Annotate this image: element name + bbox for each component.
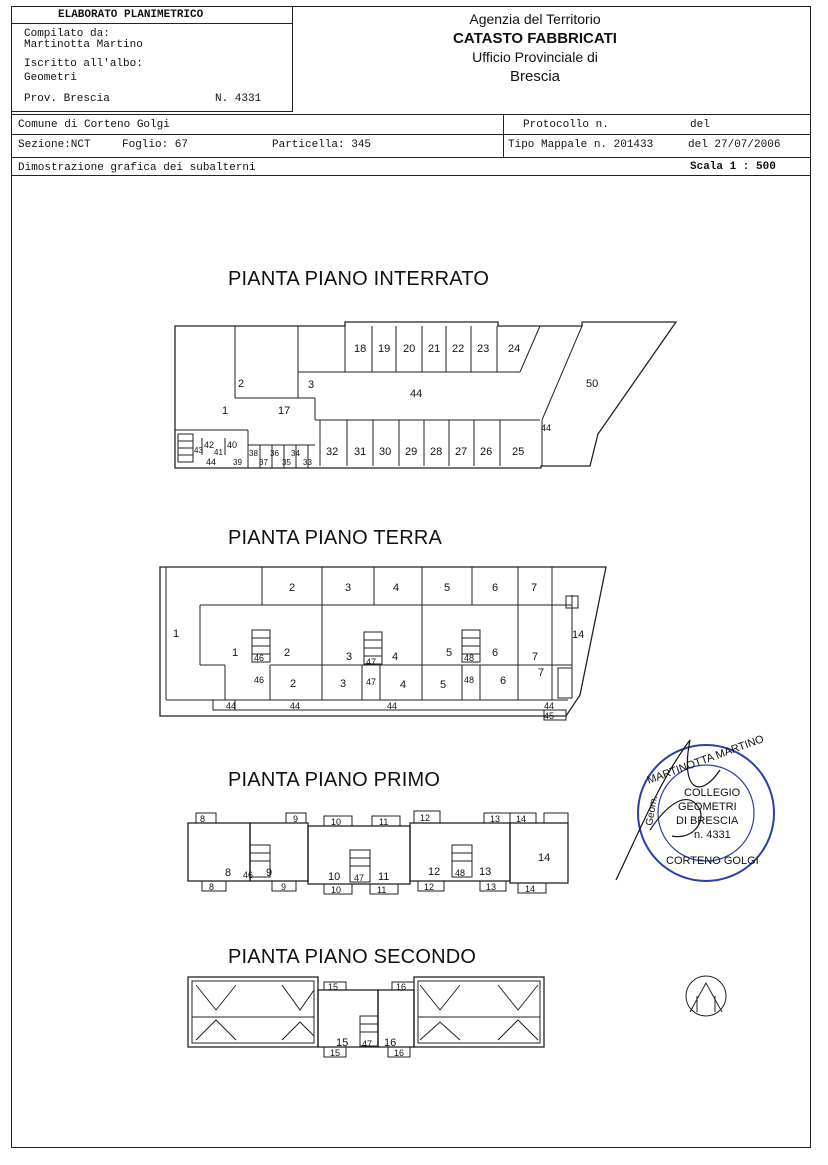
label-31: 31 (354, 446, 367, 458)
label-44: 44 (410, 388, 423, 400)
scala: Scala 1 : 500 (690, 161, 776, 173)
del-label: del (690, 119, 710, 131)
label-47: 47 (366, 657, 377, 667)
label-4: 4 (393, 582, 400, 594)
label-29: 29 (405, 446, 418, 458)
agency-line2: CATASTO FABBRICATI (453, 30, 617, 47)
iscritto-value: Geometri (24, 72, 77, 84)
plan-title-interrato: PIANTA PIANO INTERRATO (228, 268, 490, 290)
label-3: 3 (345, 582, 352, 594)
label-47b: 47 (366, 677, 377, 687)
stamp-text (644, 733, 766, 867)
doc-title: ELABORATO PLANIMETRICO (58, 9, 204, 21)
label-3b: 3 (346, 651, 353, 663)
label-1: 1 (173, 628, 180, 640)
compilato-name: Martinotta Martino (24, 39, 143, 51)
label-11: 11 (379, 817, 389, 827)
agency-line4: Brescia (509, 68, 561, 85)
label-48: 48 (455, 868, 466, 878)
label-2: 2 (238, 378, 245, 390)
label-47: 47 (362, 1039, 373, 1049)
label-24: 24 (508, 343, 521, 355)
stamp-line2: GEOMETRI (678, 801, 737, 813)
label-9c: 9 (281, 882, 287, 892)
label-40: 40 (227, 440, 238, 450)
stamp-bottom: CORTENO GOLGI (666, 855, 759, 867)
label-11b: 11 (378, 871, 390, 883)
plan-interrato (175, 322, 676, 468)
label-7: 7 (531, 582, 538, 594)
label-44b: 44 (290, 701, 301, 711)
label-8b: 8 (225, 867, 232, 879)
label-4c: 4 (400, 679, 407, 691)
label-41: 41 (214, 448, 223, 457)
comune: Comune di Corteno Golgi (18, 119, 170, 131)
label-27: 27 (455, 446, 468, 458)
label-14b: 14 (538, 852, 551, 864)
label-1: 1 (222, 405, 229, 417)
plan-title-primo: PIANTA PIANO PRIMO (228, 769, 441, 791)
stamp-ring-text: MARTINOTTA MARTINO (645, 733, 766, 787)
label-8c: 8 (209, 882, 215, 892)
label-4b: 4 (392, 651, 399, 663)
label-25: 25 (512, 446, 525, 458)
label-2b: 2 (284, 647, 291, 659)
label-10c: 10 (331, 885, 342, 895)
label-2: 2 (289, 582, 296, 594)
label-15c: 15 (330, 1048, 341, 1058)
label-8: 8 (200, 814, 206, 824)
label-21: 21 (428, 343, 441, 355)
compilato-label: Compilato da: (24, 28, 110, 40)
label-38: 38 (249, 449, 258, 458)
register-number: N. 4331 (215, 93, 262, 105)
label-13b: 13 (479, 866, 492, 878)
plan-title-secondo: PIANTA PIANO SECONDO (228, 946, 477, 968)
label-23: 23 (477, 343, 490, 355)
label-32: 32 (326, 446, 339, 458)
del-date: del 27/07/2006 (688, 139, 781, 151)
label-46: 46 (254, 653, 265, 663)
plan-title-terra: PIANTA PIANO TERRA (228, 527, 443, 549)
label-46b: 46 (254, 675, 265, 685)
agency-line1: Agenzia del Territorio (469, 11, 601, 27)
label-20: 20 (403, 343, 416, 355)
label-28: 28 (430, 446, 443, 458)
iscritto-label: Iscritto all'albo: (24, 58, 143, 70)
particella: Particella: 345 (272, 139, 372, 151)
label-26: 26 (480, 446, 493, 458)
label-34: 34 (291, 449, 300, 458)
label-6c: 6 (500, 675, 507, 687)
label-45: 45 (544, 711, 555, 721)
label-7c: 7 (538, 667, 545, 679)
label-48: 48 (464, 653, 475, 663)
label-16b: 16 (384, 1037, 397, 1049)
secondo-labels (328, 982, 406, 1058)
label-44: 44 (226, 701, 237, 711)
north-arrow-icon (686, 976, 726, 1016)
label-9b: 9 (266, 867, 273, 879)
label-9: 9 (293, 814, 299, 824)
stamp-line1: COLLEGIO (684, 787, 741, 799)
label-17: 17 (278, 405, 291, 417)
label-13c: 13 (486, 882, 497, 892)
dimostrazione: Dimostrazione grafica dei subalterni (18, 162, 256, 174)
label-48b: 48 (464, 675, 475, 685)
label-3: 3 (308, 379, 315, 391)
label-44c: 44 (206, 457, 217, 467)
label-14c: 14 (538, 896, 540, 897)
protocollo: Protocollo n. (523, 119, 609, 131)
stamp-left: Geom. (644, 795, 661, 827)
label-36: 36 (270, 449, 279, 458)
label-1b: 1 (232, 647, 239, 659)
stamp-line4: n. 4331 (694, 829, 731, 841)
label-15b: 15 (336, 1037, 349, 1049)
label-37: 37 (259, 458, 268, 467)
label-39: 39 (233, 458, 242, 467)
label-22: 22 (452, 343, 465, 355)
label-14d: 14 (525, 884, 536, 894)
province: Prov. Brescia (24, 93, 110, 105)
stamp-line3: DI BRESCIA (676, 815, 739, 827)
label-10b: 10 (328, 871, 341, 883)
label-6: 6 (492, 582, 499, 594)
label-50: 50 (586, 378, 599, 390)
label-47: 47 (354, 873, 365, 883)
label-44c: 44 (387, 701, 398, 711)
label-12c: 12 (424, 882, 435, 892)
label-18: 18 (354, 343, 367, 355)
label-30: 30 (379, 446, 392, 458)
label-5: 5 (444, 582, 451, 594)
label-7b: 7 (532, 651, 539, 663)
label-33: 33 (303, 458, 312, 467)
plan-terra (160, 567, 606, 720)
label-14: 14 (516, 814, 527, 824)
label-35: 35 (282, 458, 291, 467)
label-12: 12 (420, 813, 431, 823)
label-11c: 11 (377, 885, 387, 895)
label-6b: 6 (492, 647, 499, 659)
label-42: 42 (204, 440, 215, 450)
agency-line3: Ufficio Provinciale di (472, 49, 598, 65)
label-5b: 5 (446, 647, 453, 659)
sezione: Sezione:NCT (18, 139, 91, 151)
label-14: 14 (572, 629, 585, 641)
label-44d: 44 (544, 701, 555, 711)
tipo-mappale: Tipo Mappale n. 201433 (508, 139, 654, 151)
label-43: 43 (194, 446, 203, 455)
label-16: 16 (396, 982, 407, 992)
label-15: 15 (328, 982, 339, 992)
label-19: 19 (378, 343, 391, 355)
label-3c: 3 (340, 678, 347, 690)
label-44b: 44 (541, 423, 552, 433)
label-2c: 2 (290, 678, 297, 690)
label-13: 13 (490, 814, 501, 824)
label-5c: 5 (440, 679, 447, 691)
foglio: Foglio: 67 (122, 139, 189, 151)
label-10: 10 (331, 817, 342, 827)
label-46: 46 (243, 870, 254, 880)
label-16c: 16 (394, 1048, 405, 1058)
label-12b: 12 (428, 866, 441, 878)
